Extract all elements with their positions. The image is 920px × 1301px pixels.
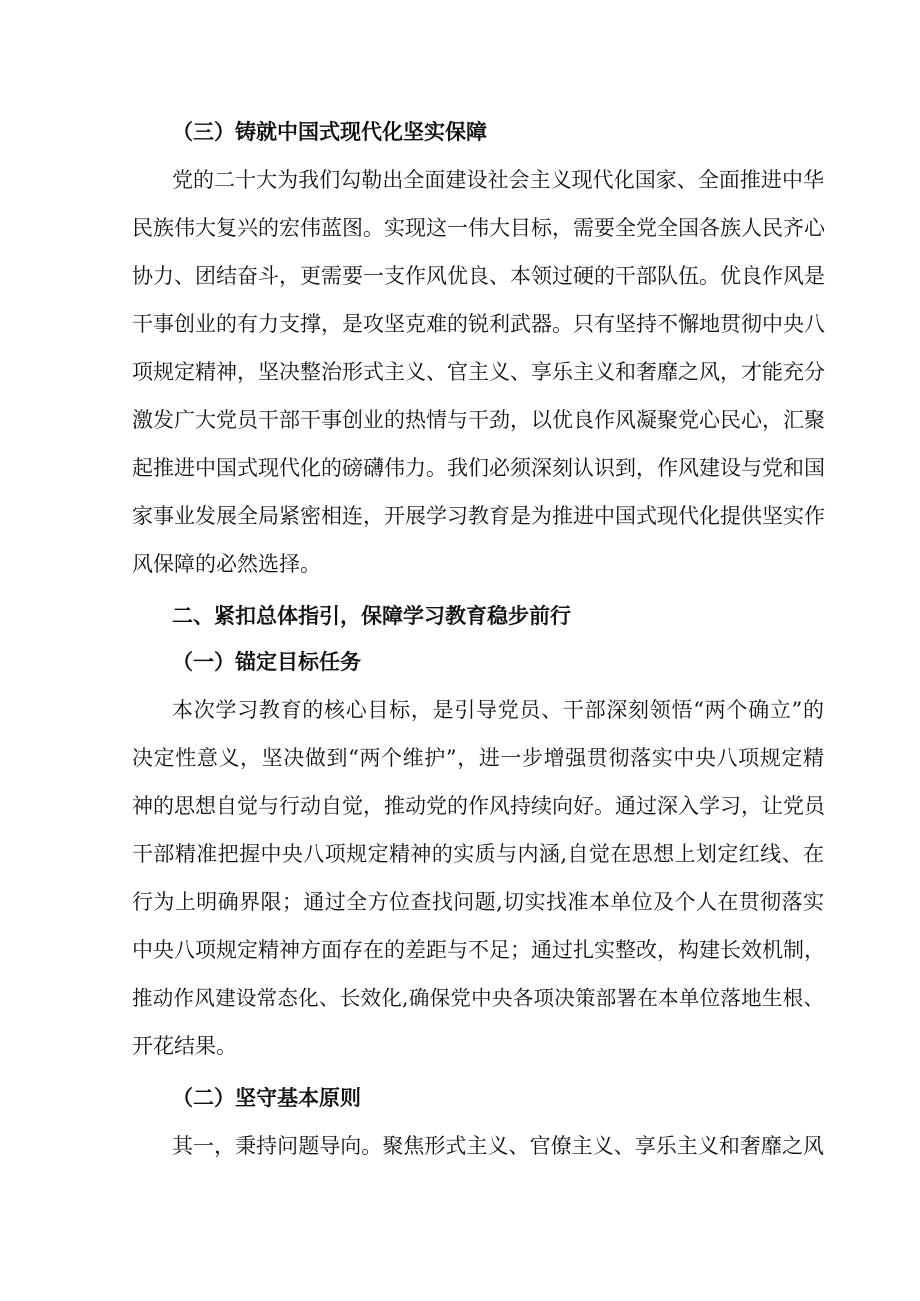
paragraph-line: 风保障的必然选择。 [132,552,321,576]
paragraph-line: 起推进中国式现代化的磅礴伟力。我们必须深刻认识到，作风建设与党和国 [132,456,825,480]
section-3-heading: （三）铸就中国式现代化坚实保障 [172,119,487,144]
paragraph-line: 民族伟大复兴的宏伟蓝图。实现这一伟大目标，需要全党全国各族人民齐心 [132,216,825,240]
paragraph-line: 开花结果。 [132,1034,237,1058]
paragraph-line: 决定性意义，坚决做到“两个维护”，进一步增强贯彻落实中央八项规定精 [132,746,824,770]
paragraph-line: 推动作风建设常态化、长效化,确保党中央各项决策部署在本单位落地生根、 [132,986,824,1010]
paragraph-line: 干事创业的有力支撑，是攻坚克难的锐利武器。只有坚持不懈地贯彻中央八 [132,312,825,336]
paragraph-line: 干部精准把握中央八项规定精神的实质与内涵,自觉在思想上划定红线、在 [132,842,824,866]
paragraph-line: 项规定精神，坚决整治形式主义、官主义、享乐主义和奢靡之风，才能充分 [132,360,825,384]
paragraph-line: 其一，秉持问题导向。聚焦形式主义、官僚主义、享乐主义和奢靡之风 [172,1134,824,1158]
paragraph-line: 协力、团结奋斗，更需要一支作风优良、本领过硬的干部队伍。优良作风是 [132,264,825,288]
subsection-1-heading: （一）锚定目标任务 [172,649,361,674]
paragraph-line: 激发广大党员干部干事创业的热情与干劲，以优良作风凝聚党心民心，汇聚 [132,408,825,432]
paragraph-line: 中央八项规定精神方面存在的差距与不足；通过扎实整改，构建长效机制， [132,938,825,962]
part-2-heading: 二、紧扣总体指引，保障学习教育稳步前行 [172,603,571,628]
paragraph-line: 本次学习教育的核心目标，是引导党员、干部深刻领悟“两个确立”的 [172,698,824,722]
subsection-2-heading: （二）坚守基本原则 [172,1085,361,1110]
paragraph-line: 神的思想自觉与行动自觉，推动党的作风持续向好。通过深入学习，让党员 [132,794,825,818]
paragraph-line: 家事业发展全局紧密相连，开展学习教育是为推进中国式现代化提供坚实作 [132,504,825,528]
paragraph-line: 行为上明确界限；通过全方位查找问题,切实找准本单位及个人在贯彻落实 [132,890,824,914]
paragraph-line: 党的二十大为我们勾勒出全面建设社会主义现代化国家、全面推进中华 [172,168,824,192]
